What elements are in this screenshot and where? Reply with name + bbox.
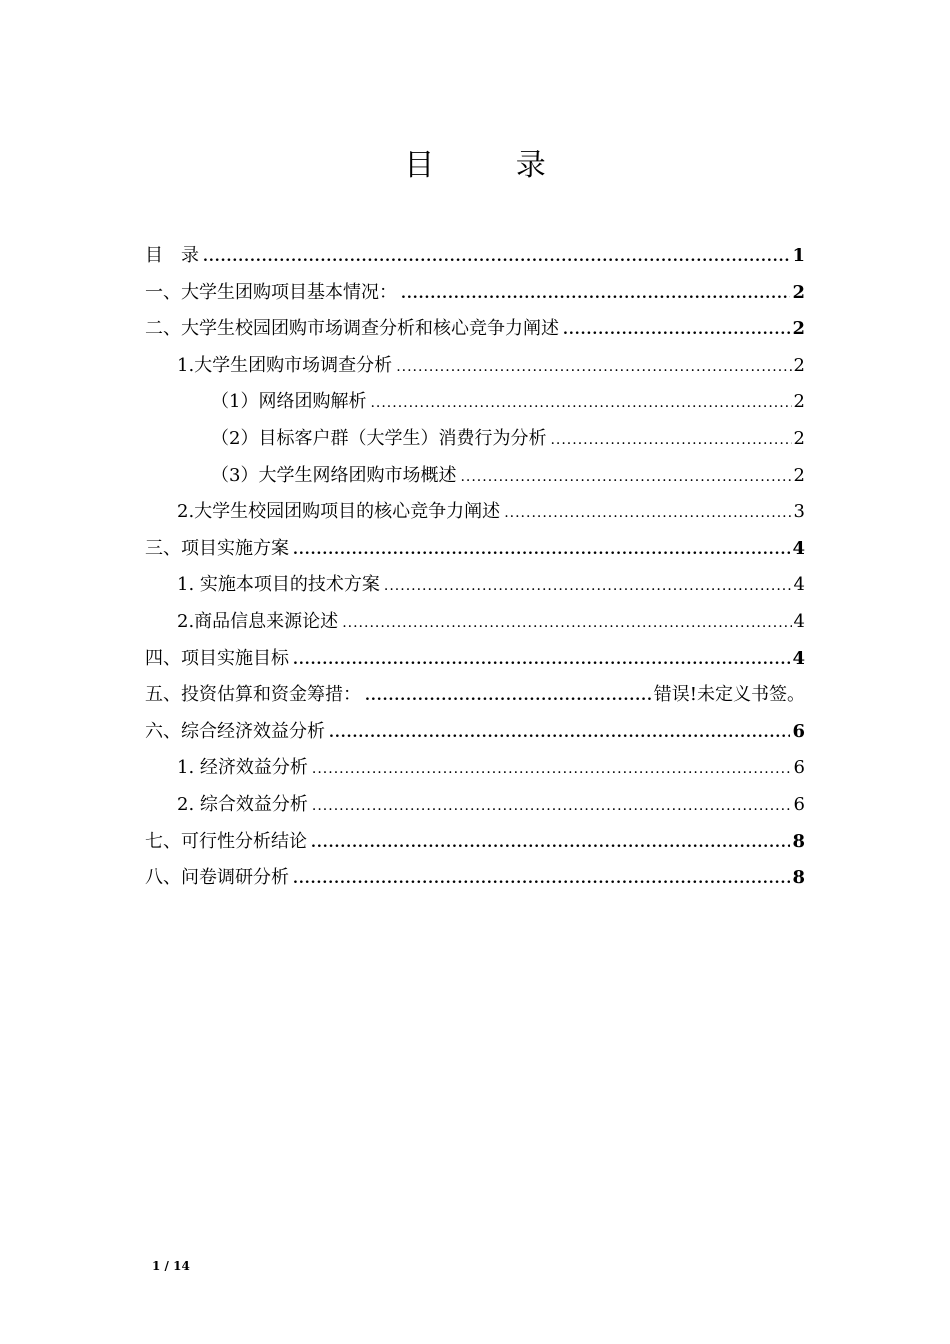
toc-page: 4: [792, 647, 805, 669]
toc-entry[interactable]: [145, 750, 805, 787]
toc-entry[interactable]: [145, 494, 805, 531]
toc-text: 2. 综合效益分析: [177, 793, 308, 815]
toc-page: 8: [792, 867, 805, 889]
toc-text: 综合经济效益分析: [181, 720, 325, 742]
toc-text: 项目实施方案: [181, 537, 289, 559]
toc-entry[interactable]: [145, 824, 805, 861]
toc-page-error: 错误!未定义书签。: [653, 684, 805, 706]
toc-page: 2: [792, 318, 805, 340]
table-of-contents: [145, 238, 805, 897]
toc-leader: [550, 422, 791, 459]
toc-leader: [365, 678, 652, 715]
toc-leader: [293, 861, 790, 898]
page-title: 目 录: [404, 148, 582, 183]
toc-entry[interactable]: [145, 787, 805, 824]
toc-page: 4: [793, 610, 805, 632]
toc-entry[interactable]: [145, 421, 805, 458]
toc-text: （1）网络团购解析: [211, 391, 367, 413]
toc-leader: [460, 459, 791, 496]
toc-entry[interactable]: [145, 531, 805, 568]
toc-page: 4: [792, 537, 805, 559]
toc-page: 1: [792, 245, 805, 266]
toc-number: 八、: [145, 867, 181, 889]
toc-entry[interactable]: [145, 275, 805, 312]
page-indicator: 1 / 14: [152, 1259, 190, 1273]
toc-entry[interactable]: [145, 714, 805, 751]
toc-leader: [342, 605, 791, 642]
toc-page: 2: [793, 427, 805, 449]
toc-number: 一、: [145, 281, 181, 303]
toc-page: 2: [793, 391, 805, 413]
toc-page: 4: [793, 574, 805, 596]
toc-leader: [329, 715, 790, 752]
toc-text: （3）大学生网络团购市场概述: [211, 464, 457, 486]
toc-number: 二、: [145, 318, 181, 340]
toc-leader: [203, 239, 790, 276]
toc-entry[interactable]: [145, 641, 805, 678]
toc-leader: [384, 568, 792, 605]
toc-entry[interactable]: [145, 677, 805, 714]
toc-leader: [401, 276, 790, 313]
toc-text: 问卷调研分析: [181, 867, 289, 889]
toc-page: 3: [793, 501, 805, 523]
toc-entry[interactable]: [145, 348, 805, 385]
toc-entry[interactable]: [145, 604, 805, 641]
toc-number: 五、: [145, 684, 181, 706]
toc-text: 2.大学生校园团购项目的核心竞争力阐述: [177, 501, 501, 523]
toc-number: 四、: [145, 647, 181, 669]
toc-text: 2.商品信息来源论述: [177, 610, 339, 632]
toc-text: 可行性分析结论: [181, 830, 307, 852]
toc-leader: [312, 751, 792, 788]
toc-leader: [311, 825, 790, 862]
toc-text: 大学生校园团购市场调查分析和核心竞争力阐述: [181, 318, 559, 340]
toc-text: 1.大学生团购市场调查分析: [177, 354, 393, 376]
toc-leader: [563, 312, 790, 349]
toc-entry[interactable]: [145, 311, 805, 348]
toc-entry[interactable]: [145, 384, 805, 421]
toc-text: （2）目标客户群（大学生）消费行为分析: [211, 427, 547, 449]
toc-entry[interactable]: [145, 238, 805, 275]
toc-entry[interactable]: [145, 567, 805, 604]
toc-number: 七、: [145, 830, 181, 852]
toc-text: 大学生团购项目基本情况：: [181, 281, 397, 303]
toc-number: 三、: [145, 537, 181, 559]
toc-entry[interactable]: [145, 860, 805, 897]
toc-number: 六、: [145, 720, 181, 742]
toc-page: 2: [793, 354, 805, 376]
toc-leader: [396, 349, 791, 386]
toc-text: 目 录: [145, 245, 199, 266]
toc-page: 6: [793, 757, 805, 779]
toc-page: 2: [792, 281, 805, 303]
toc-leader: [293, 642, 790, 679]
toc-text: 项目实施目标: [181, 647, 289, 669]
toc-page: 6: [792, 720, 805, 742]
toc-page: 6: [793, 793, 805, 815]
toc-leader: [293, 532, 790, 569]
toc-leader: [504, 495, 791, 532]
toc-text: 1. 实施本项目的技术方案: [177, 574, 380, 596]
toc-text: 1. 经济效益分析: [177, 757, 308, 779]
toc-leader: [312, 788, 792, 825]
toc-page: 8: [792, 830, 805, 852]
toc-entry[interactable]: [145, 458, 805, 495]
toc-page: 2: [793, 464, 805, 486]
toc-text: 投资估算和资金筹措：: [181, 684, 361, 706]
toc-leader: [370, 385, 791, 422]
